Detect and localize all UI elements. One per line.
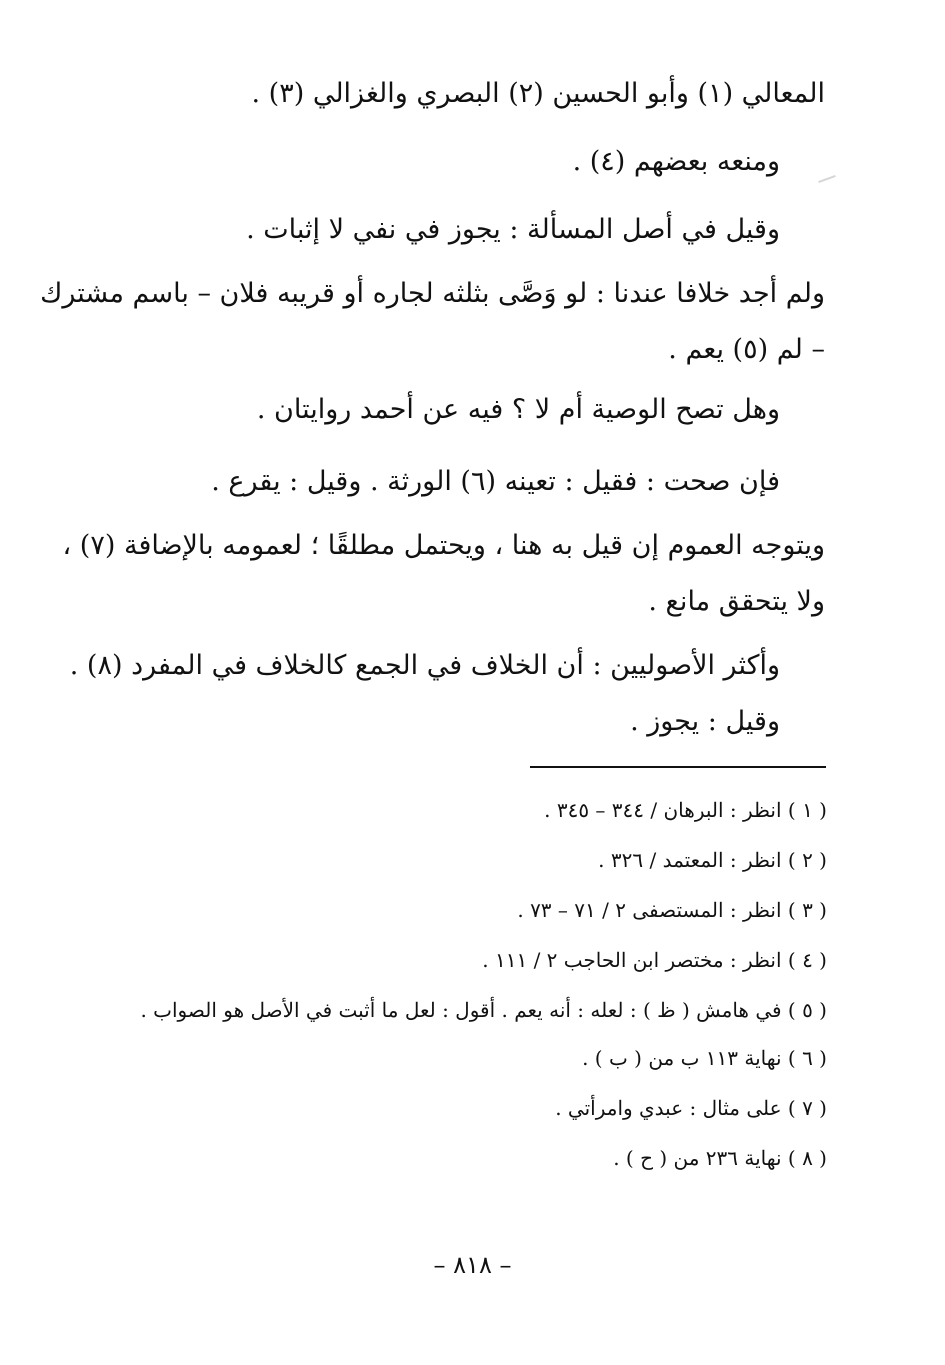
body-line-9: ولا يتحقق مانع . bbox=[648, 586, 825, 617]
footnote-4: ( ٤ ) انظر : مختصر ابن الحاجب ٢ / ١١١ . bbox=[482, 948, 827, 972]
scan-speck bbox=[818, 175, 836, 183]
footnote-2: ( ٢ ) انظر : المعتمد / ٣٢٦ . bbox=[598, 848, 827, 872]
body-line-2: ومنعه بعضهم (٤) . bbox=[572, 146, 780, 177]
footnote-3: ( ٣ ) انظر : المستصفى ٢ / ٧١ – ٧٣ . bbox=[517, 898, 827, 922]
body-line-4: ولم أجد خلافا عندنا : لو وَصَّى بثلثه لجاره أو قريبه فلان – باسم مشترك bbox=[40, 278, 825, 309]
body-line-7: فإن صحت : فقيل : تعينه (٦) الورثة . وقيل : يقرع . bbox=[211, 466, 780, 497]
footnote-6: ( ٦ ) نهاية ١١٣ ب من ( ب ) . bbox=[582, 1046, 827, 1070]
body-line-5: – لم (٥) يعم . bbox=[668, 334, 825, 365]
footnote-5: ( ٥ ) في هامش ( ظ ) : لعله : أنه يعم . أقول : لعل ما أثبت في الأصل هو الصواب . bbox=[140, 998, 827, 1022]
body-line-3: وقيل في أصل المسألة : يجوز في نفي لا إثبات . bbox=[246, 214, 780, 245]
body-line-10: وأكثر الأصوليين : أن الخلاف في الجمع كالخلاف في المفرد (٨) . bbox=[69, 650, 780, 681]
page-number: – ٨١٨ – bbox=[433, 1251, 512, 1279]
body-line-1: المعالي (١) وأبو الحسين (٢) البصري والغزالي (٣) . bbox=[251, 78, 825, 109]
body-line-6: وهل تصح الوصية أم لا ؟ فيه عن أحمد روايتان . bbox=[256, 394, 780, 425]
footnote-separator bbox=[530, 766, 826, 768]
footnote-8: ( ٨ ) نهاية ٢٣٦ من ( ح ) . bbox=[613, 1146, 827, 1170]
body-line-8: ويتوجه العموم إن قيل به هنا ، ويحتمل مطلقًا ؛ لعمومه بالإضافة (٧) ، bbox=[62, 530, 825, 561]
body-line-11: وقيل : يجوز . bbox=[630, 706, 780, 737]
footnote-1: ( ١ ) انظر : البرهان / ٣٤٤ – ٣٤٥ . bbox=[544, 798, 827, 822]
footnote-7: ( ٧ ) على مثال : عبدي وامرأتي . bbox=[555, 1096, 827, 1120]
